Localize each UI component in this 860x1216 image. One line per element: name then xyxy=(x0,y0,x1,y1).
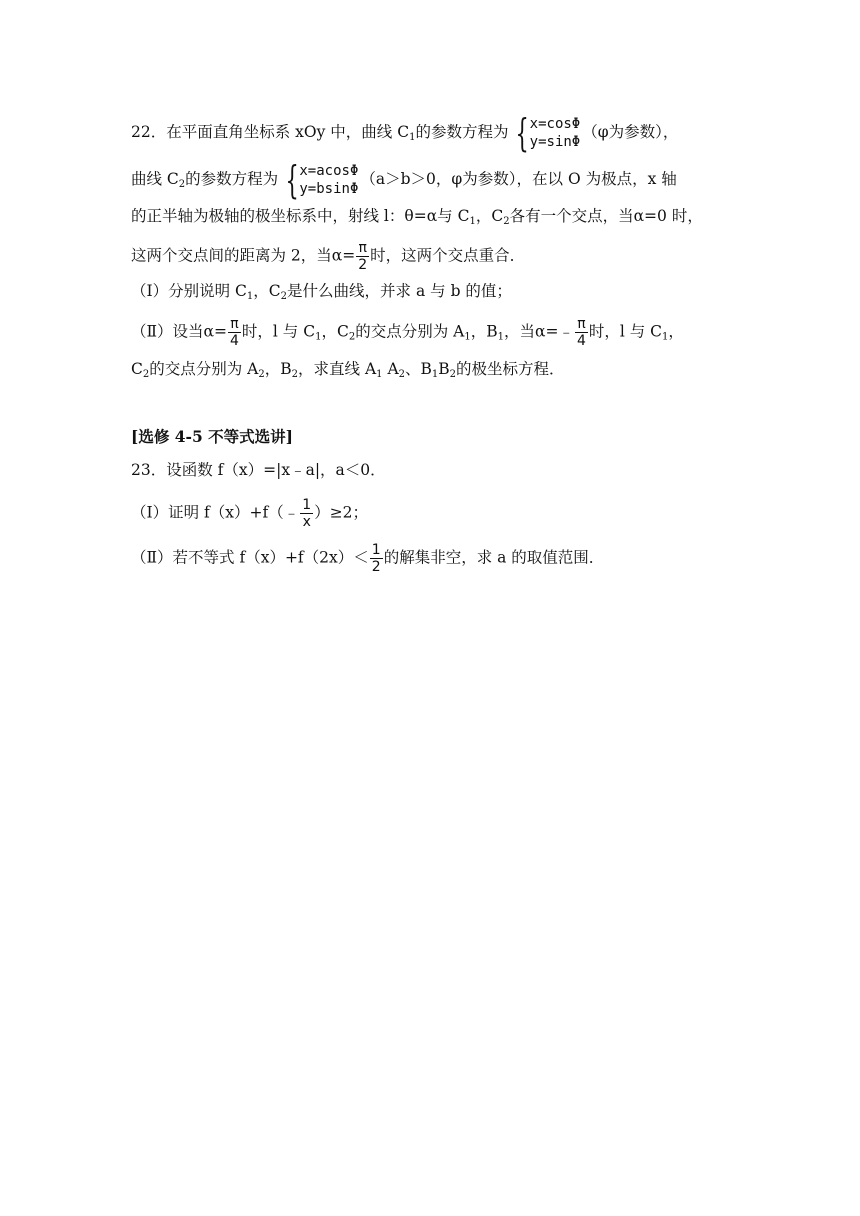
subscript: 1 xyxy=(431,369,439,380)
q22-text: A xyxy=(382,360,399,378)
numerator: π xyxy=(358,240,367,256)
equation-row: y=bsinΦ xyxy=(299,181,359,197)
q22-text: 时，l 与 C xyxy=(241,322,316,341)
subscript: 1 xyxy=(409,132,416,143)
fraction-pi-over-4 xyxy=(575,316,588,349)
q22-text: ，C xyxy=(475,207,504,225)
q23-text: ）≥2； xyxy=(314,503,369,522)
equation-row: y=sinΦ xyxy=(529,134,581,150)
q22-text: 的交点分别为 A xyxy=(149,360,259,378)
q22-text: ，B xyxy=(264,360,292,378)
q22-text: ，C xyxy=(253,282,281,300)
q22-part-2-cont xyxy=(131,358,565,380)
q22-text: ，C xyxy=(321,322,349,341)
q22-line-1 xyxy=(131,111,679,155)
q22-line-2 xyxy=(131,158,677,202)
subscript: 2 xyxy=(503,216,510,227)
q22-text: 时，l 与 C xyxy=(588,322,663,341)
q22-text: 曲线 C xyxy=(131,170,179,188)
equation-row: x=acosΦ xyxy=(299,163,359,179)
subscript: 2 xyxy=(449,369,457,380)
denominator: 4 xyxy=(230,333,239,349)
numerator: π xyxy=(577,316,586,332)
parametric-system-c1 xyxy=(510,111,581,155)
q22-text: 的参数方程为 xyxy=(185,170,279,188)
numerator: 1 xyxy=(302,497,312,513)
q22-text: 的正半轴为极轴的极坐标系中，射线 l：θ=α与 C xyxy=(131,207,470,225)
denominator: 2 xyxy=(358,257,368,273)
subscript: 1 xyxy=(376,369,383,380)
q22-text: 22．在平面直角坐标系 xOy 中，曲线 C xyxy=(131,123,410,141)
q22-text: （Ⅱ）设当α= xyxy=(131,322,227,341)
subscript: 1 xyxy=(315,331,322,343)
subscript: 1 xyxy=(662,331,669,343)
q22-text: 的交点分别为 A xyxy=(355,322,465,341)
numerator: π xyxy=(230,316,239,332)
q22-text: 是什么曲线，并求 a 与 b 的值； xyxy=(287,282,512,300)
q22-line-4 xyxy=(131,240,525,273)
q22-text: 的极坐标方程． xyxy=(456,360,565,378)
q22-text: 各有一个交点，当α=0 时， xyxy=(509,207,703,225)
denominator: 4 xyxy=(576,333,586,349)
brace-icon: { xyxy=(515,111,530,155)
denominator: 2 xyxy=(371,559,381,575)
q23-part-1 xyxy=(131,497,368,530)
q22-text: （Ⅰ）分别说明 C xyxy=(131,282,247,300)
section-heading: [选修 4-5 不等式选讲] xyxy=(131,427,293,446)
subscript: 1 xyxy=(464,331,471,343)
q22-text: （φ为参数）， xyxy=(582,123,679,141)
q22-text: ， xyxy=(668,322,684,341)
subscript: 1 xyxy=(497,331,504,343)
subscript: 2 xyxy=(348,331,356,343)
brace-icon: { xyxy=(285,158,299,202)
subscript: 2 xyxy=(258,369,265,380)
q22-text: （a＞b＞0，φ为参数），在以 O 为极点，x 轴 xyxy=(360,170,677,188)
subscript: 2 xyxy=(291,369,299,380)
subscript: 2 xyxy=(178,179,186,190)
subscript: 1 xyxy=(469,216,476,227)
q23-text: （Ⅰ）证明 f（x）+f（﹣ xyxy=(131,503,300,522)
q22-text: 时，这两个交点重合． xyxy=(370,246,526,265)
q23-text: （Ⅱ）若不等式 f（x）+f（2x）＜ xyxy=(131,548,369,567)
fraction-1-over-x xyxy=(300,497,313,530)
q22-part-2 xyxy=(131,316,684,349)
denominator: x xyxy=(302,514,311,530)
numerator: 1 xyxy=(371,542,381,558)
q22-text: 的参数方程为 xyxy=(415,123,509,141)
q23-text: 的解集非空，求 a 的取值范围． xyxy=(383,548,605,567)
q22-text: ，当α=﹣ xyxy=(503,322,574,341)
parametric-system-c2 xyxy=(280,158,359,202)
q22-text: ，求直线 A xyxy=(298,360,377,378)
q22-text: 这两个交点间的距离为 2，当α= xyxy=(131,246,356,265)
subscript: 2 xyxy=(398,369,406,380)
q22-part-1 xyxy=(131,280,512,302)
fraction-pi-over-2 xyxy=(356,240,369,273)
q22-text: B xyxy=(438,360,450,378)
q22-line-3 xyxy=(131,205,703,227)
subscript: 1 xyxy=(246,291,254,302)
equation-row: x=cosΦ xyxy=(529,116,581,132)
fraction-pi-over-4 xyxy=(228,316,241,349)
fraction-1-over-2 xyxy=(370,542,383,575)
q23-line-1: 23．设函数 f（x）=|x﹣a|，a＜0． xyxy=(131,461,386,479)
subscript: 2 xyxy=(280,291,288,302)
q22-text: ，B xyxy=(470,322,498,341)
q22-text: 、B xyxy=(405,360,432,378)
subscript: 2 xyxy=(142,369,150,380)
q23-part-2 xyxy=(131,542,604,575)
q22-text: C xyxy=(131,360,143,378)
